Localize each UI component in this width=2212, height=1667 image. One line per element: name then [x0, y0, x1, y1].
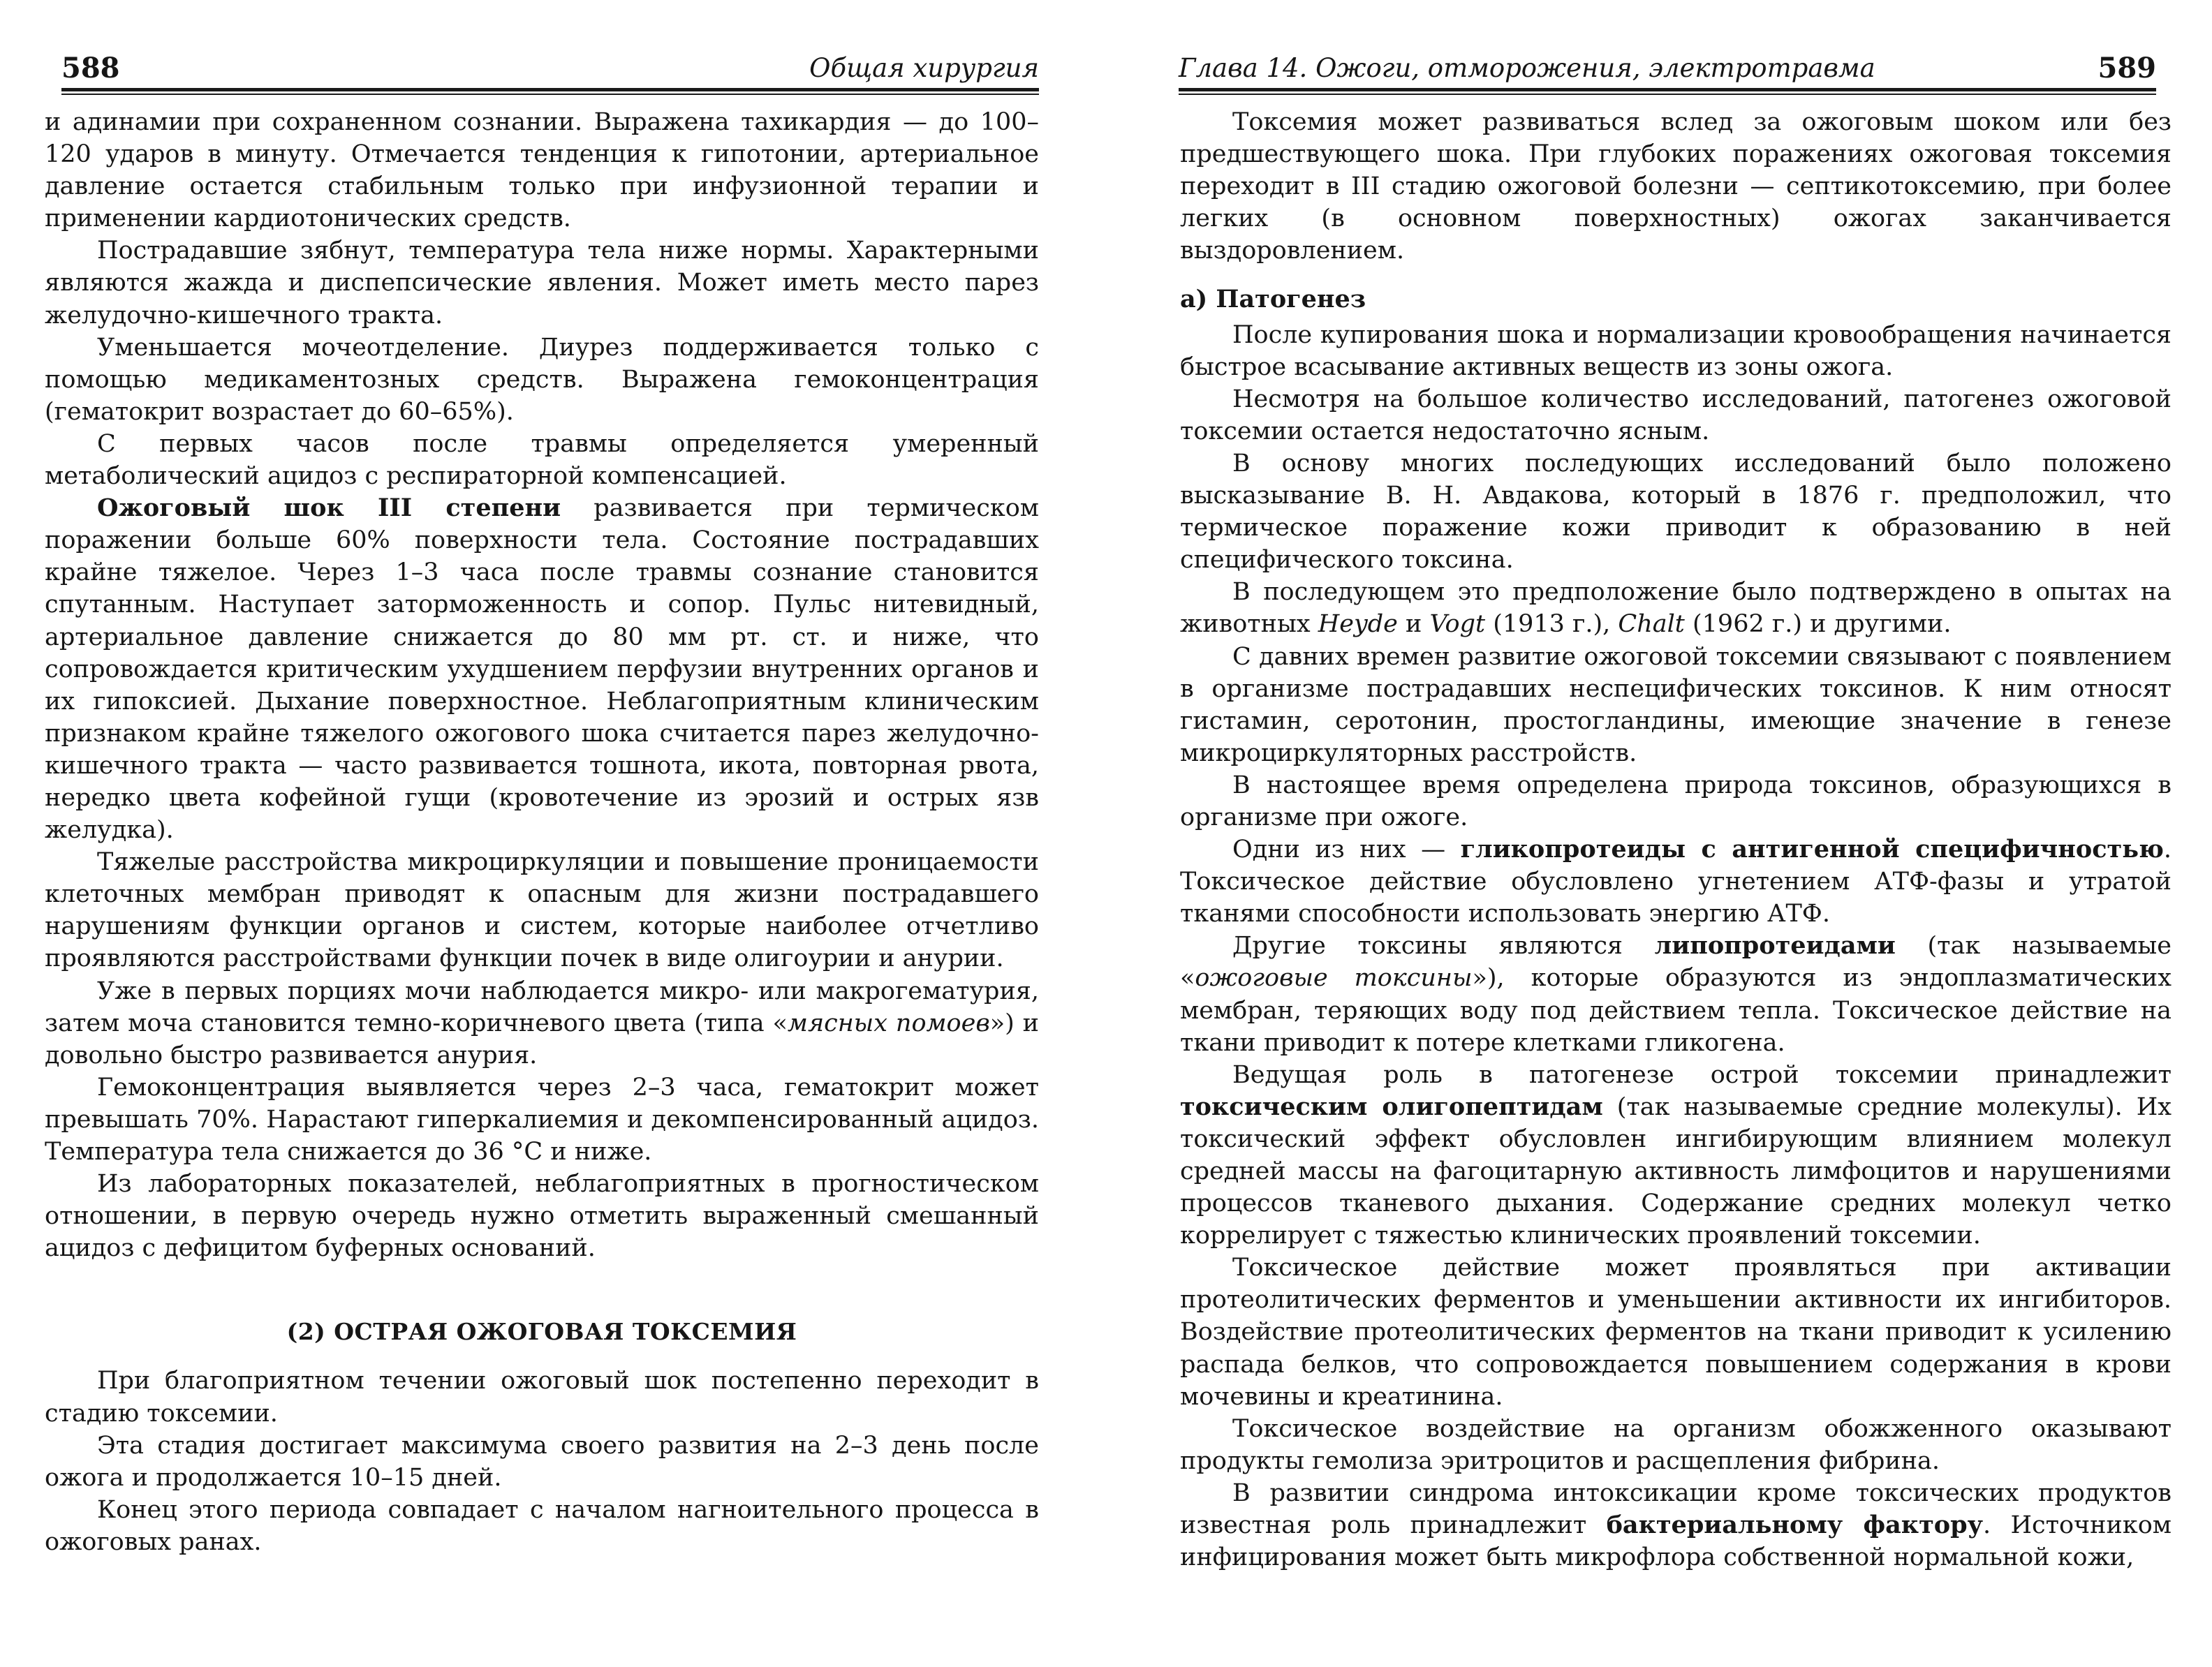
right-page-header [1179, 47, 2156, 98]
paragraph-text: В последующем это предположение было подтверждено в опытах на животных [1180, 578, 2172, 639]
paragraph: При благоприятном течении ожоговый шок постепенно переходит в стадию токсемии. [45, 1367, 1039, 1428]
right-page-body [1180, 106, 2172, 1573]
paragraph: Токсемия может развиваться вслед за ожоговым шоком или без предшествующего шока. При глубоких поражениях ожоговая токсемия переходит в III стадию ожоговой болезни — септикотоксемию, при более легких (в основном поверхностных) ожогах заканчивается выздоровлением. [1180, 108, 2172, 265]
paragraph-text: Другие токсины являются [1232, 932, 1655, 961]
paragraph: Токсическое воздействие на организм обожженного оказывают продукты гемолиза эритроцитов и расщепления фибрина. [1180, 1414, 2172, 1475]
paragraph-text: (так называемые « [1180, 932, 2172, 993]
paragraph: Тяжелые расстройства микроциркуляции и повышение проницаемости клеточных мембран приводят к опасным для жизни пострадавшего нарушениям функции органов и систем, которые наиболее отчетливо проявляются расстройствами функции почек в виде олигоурии и анурии. [45, 848, 1039, 973]
paragraph: Токсическое действие может проявляться при активации протеолитических ферментов и уменьшении активности их ингибиторов. Воздействие протеолитических ферментов на ткани приводит к усилению распада белков, что сопровождается повышением содержания в крови мочевины и креатинина. [1180, 1254, 2172, 1411]
bold-term: гликопротеиды с антигенной специфичностью [1460, 835, 2164, 864]
paragraph-text: Ведущая роль в патогенезе острой токсемии принадлежит [1232, 1060, 2172, 1089]
paragraph-text: ») и довольно быстро развивается анурия. [45, 1009, 1039, 1069]
paragraph [45, 492, 1039, 846]
paragraph [45, 975, 1039, 1072]
paragraph-text: . Источником инфицирования может быть микрофлора собственной нормальной кожи, [1180, 1511, 2172, 1572]
page-number: 588 [61, 52, 120, 84]
bold-term: бактериальному фактору [1606, 1511, 1983, 1540]
italic-term: ожоговые токсины [1195, 964, 1473, 993]
running-title: Глава 14. Ожоги, отморожения, электротравма [1179, 53, 1875, 83]
paragraph [1180, 1059, 2172, 1252]
paragraph: С первых часов после травмы определяется умеренный метаболический ацидоз с респираторной компенсацией. [45, 429, 1039, 491]
bold-term: токсическим олигопептидам [1180, 1092, 1603, 1121]
paragraph-text: (так называемые средние молекулы). Их токсический эффект обусловлен ингибирующим влиянием молекул средней массы на фагоцитарную активность лимфоцитов и нарушениями процессов тканевого дыхания. Содержание средних молекул четко коррелирует с тяжестью клинических проявлений токсемии. [1180, 1092, 2172, 1250]
paragraph: Эта стадия достигает максимума своего развития на 2–3 день после ожога и продолжается 10–15 дней. [45, 1431, 1039, 1492]
paragraph [1180, 1477, 2172, 1573]
paragraph: Пострадавшие зябнут, температура тела ниже нормы. Характерными являются жажда и диспепсические явления. Может иметь место парез желудочно-кишечного тракта. [45, 237, 1039, 329]
paragraph-text: развивается при термическом поражении больше 60% поверхности тела. Состояние пострадавших крайне тяжелое. Через 1–3 часа после травмы сознание становится спутанным. Наступает заторможенность и сопор. Пульс нитевидный, артериальное давление снижается до 80 мм рт. ст. и ниже, что сопровождается критическим ухудшением перфузии внутренних органов и их гипоксией. Дыхание поверхностное. Неблагоприятным клиническим признаком крайне тяжелого ожогового шока считается парез желудочно-кишечного тракта — часто развивается тошнота, икота, повторная рвота, нередко цвета кофейной гущи (кровотечение из эрозий и острых язв желудка). [45, 494, 1039, 845]
italic-author: Chalt [1618, 610, 1685, 639]
running-title: Общая хирургия [809, 53, 1039, 83]
italic-term: мясных помоев [787, 1009, 990, 1037]
paragraph-text: »), которые образуются из эндоплазматических мембран, теряющих воду под действием тепла. Токсическое действие на ткани приводит к потере клетками гликогена. [1180, 964, 2172, 1057]
paragraph: Гемоконцентрация выявляется через 2–3 часа, гематокрит может превышать 70%. Нарастают гиперкалиемия и декомпенсированный ацидоз. Температура тела снижается до 36 °C и ниже. [45, 1073, 1039, 1166]
bold-term: Ожоговый шок III степени [97, 494, 561, 523]
paragraph: В настоящее время определена природа токсинов, образующихся в организме при ожоге. [1180, 771, 2172, 831]
header-rule [1179, 88, 2156, 91]
page-number: 589 [2097, 52, 2156, 84]
paragraph-text: (1913 г.), [1485, 610, 1619, 639]
header-rule-thin [61, 94, 1039, 95]
paragraph: Конец этого периода совпадает с началом нагноительного процесса в ожоговых ранах. [45, 1495, 1039, 1556]
bold-term: липопротеидами [1654, 931, 1896, 961]
left-page-header [61, 47, 1039, 98]
paragraph-text: Одни из них — [1232, 836, 1461, 864]
paragraph [1180, 576, 2172, 640]
paragraph: С давних времен развитие ожоговой токсемии связывают с появлением в организме пострадавших неспецифических токсинов. К ним относят гистамин, серотонин, простогландины, имеющие значение в генезе микроциркуляторных расстройств. [1180, 642, 2172, 767]
paragraph [1180, 930, 2172, 1058]
left-page-body [45, 106, 1039, 1558]
paragraph: и адинамии при сохраненном сознании. Выражена тахикардия — до 100–120 ударов в минуту. Отмечается тенденция к гипотонии, артериальное давление остается стабильным только при инфузионной терапии и применении кардиотонических средств. [45, 108, 1039, 233]
paragraph-text: и [1397, 610, 1430, 639]
paragraph: Уменьшается мочеотделение. Диурез поддерживается только с помощью медикаментозных средств. Выражена гемоконцентрация (гематокрит возрастает до 60–65%). [45, 333, 1039, 426]
header-rule [61, 88, 1039, 91]
paragraph-text: В развитии синдрома интоксикации кроме токсических продуктов известная роль принадлежит [1180, 1479, 2172, 1540]
italic-author: Vogt [1429, 610, 1486, 639]
subheading: а) Патогенез [1180, 285, 1366, 314]
paragraph: После купирования шока и нормализации кровообращения начинается быстрое всасывание активных веществ из зоны ожога. [1180, 320, 2172, 381]
paragraph-text: . Токсическое действие обусловлено угнетением АТФ-фазы и утратой тканями способности использовать энергию АТФ. [1180, 836, 2172, 928]
paragraph: Несмотря на большое количество исследований, патогенез ожоговой токсемии остается недостаточно ясным. [1180, 385, 2172, 445]
paragraph-text: Уже в первых порциях мочи наблюдается микро- или макрогематурия, затем моча становится темно-коричневого цвета (типа « [45, 977, 1039, 1037]
paragraph-text: (1962 г.) и другими. [1684, 610, 1952, 639]
paragraph [1180, 834, 2172, 930]
paragraph: Из лабораторных показателей, неблагоприятных в прогностическом отношении, в первую очередь нужно отметить выраженный смешанный ацидоз с дефицитом буферных оснований. [45, 1170, 1039, 1263]
section-heading: (2) ОСТРАЯ ОЖОГОВАЯ ТОКСЕМИЯ [286, 1318, 797, 1346]
right-page [1106, 0, 2212, 1667]
header-rule-thin [1179, 94, 2156, 95]
italic-author: Heyde [1318, 610, 1398, 639]
paragraph: В основу многих последующих исследований было положено высказывание В. Н. Авдакова, который в 1876 г. предположил, что термическое поражение кожи приводит к образованию в ней специфического токсина. [1180, 449, 2172, 575]
